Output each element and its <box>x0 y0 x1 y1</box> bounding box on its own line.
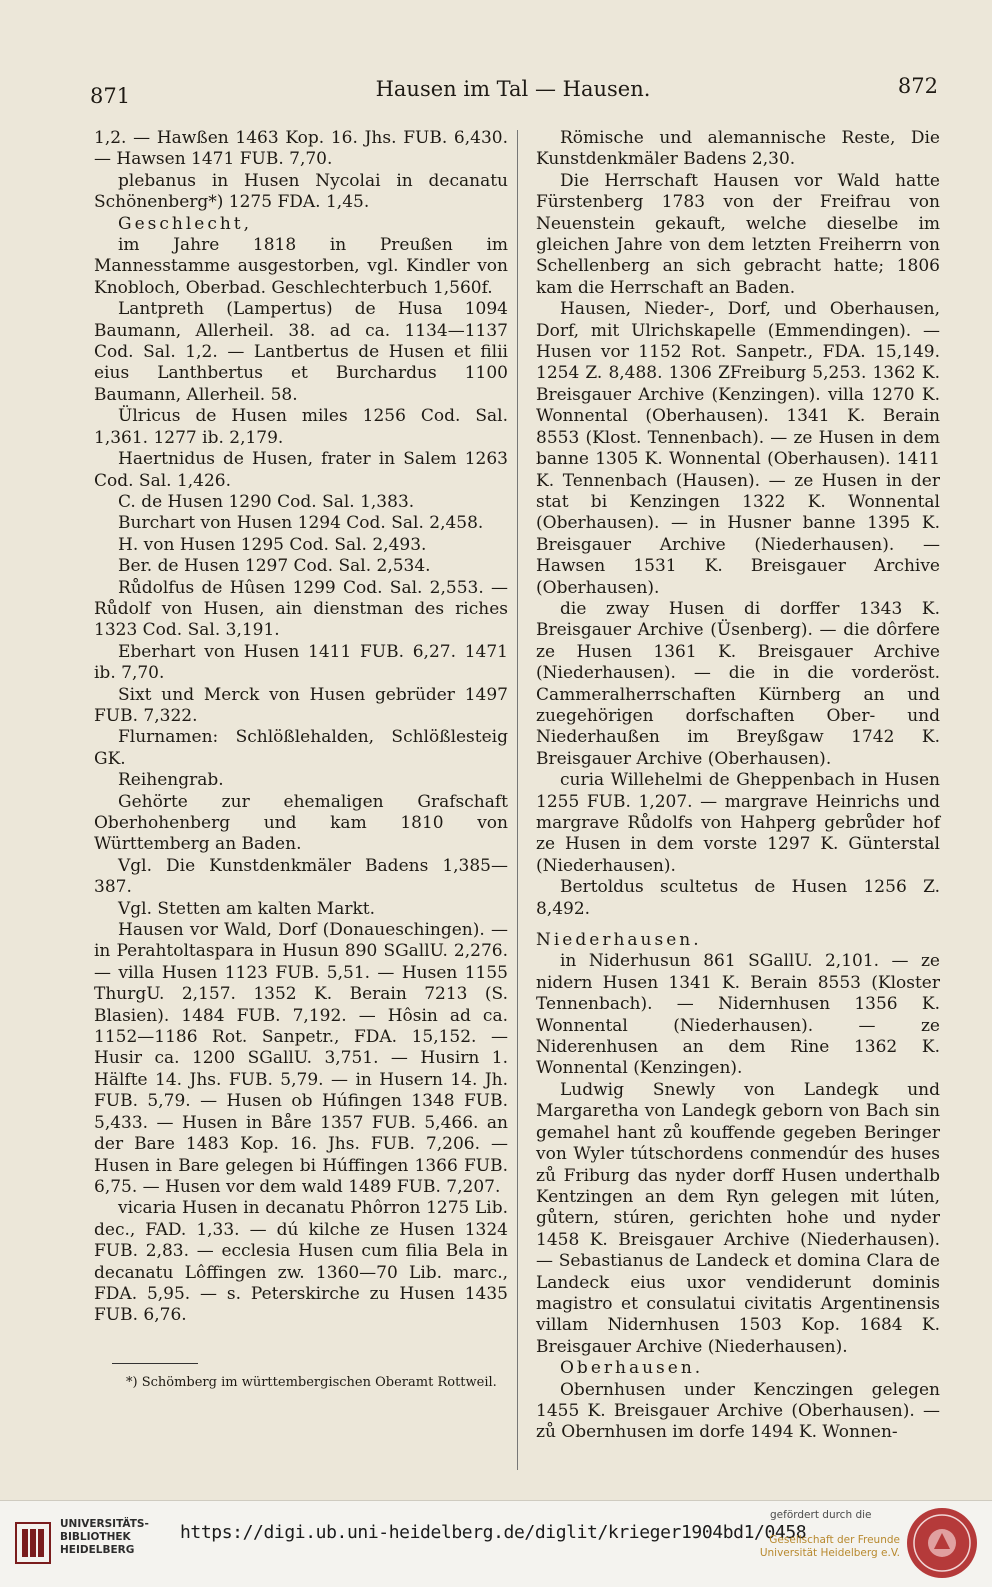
section-heading-niederhausen: Niederhausen. <box>536 930 702 951</box>
paragraph: Vgl. Stetten am kalten Markt. <box>118 898 376 919</box>
paragraph: in Niderhusun 861 SGallU. 2,101. — ze nidern Husen 1341 K. Berain 8553 (Kloster Tennenbach). — Nidernhusen 1356 K. Wonnental (Niederhausen). — ze Niderenhusen an dem Rine 1362 K. Wonnental (Kenzingen). <box>536 951 940 1079</box>
running-title: Hausen im Tal — Hausen. <box>375 77 651 101</box>
paragraph: plebanus in Husen Nycolai in decanatu Schönenberg*) 1275 FDA. 1,45. <box>94 170 508 213</box>
paragraph: 1,2. — Hawßen 1463 Kop. 16. Jhs. FUB. 6,430. — Hawsen 1471 FUB. 7,70. <box>94 128 508 170</box>
footnote-rule <box>112 1363 198 1364</box>
left-column <box>94 128 508 1327</box>
paragraph: vicaria Husen in decanatu Phôrron 1275 Lib. dec., FAD. 1,33. — dú kilche ze Husen 1324 FUB. 2,83. — ecclesia Husen cum filia Bela in decanatu Lôffingen zw. 1360—70 Lib. marc., FDA. 5,95. — s. Peterskirche zu Husen 1435 FUB. 6,76. <box>94 1198 508 1326</box>
section-heading-oberhausen: Oberhausen. <box>560 1358 704 1379</box>
paragraph: Ber. de Husen 1297 Cod. Sal. 2,534. <box>118 556 431 577</box>
right-column <box>536 128 940 1444</box>
paragraph: Bertoldus scultetus de Husen 1256 Z. 8,492. <box>536 877 940 919</box>
paragraph: Die Herrschaft Hausen vor Wald hatte Fürstenberg 1783 von der Freifrau von Neuenstein gekauft, welche dieselbe im gleichen Jahre von dem letzten Freiherrn von Schellenberg an sich gebracht hatte; 1806 kam die Herrschaft an Baden. <box>536 170 940 298</box>
permalink-url[interactable]: https://digi.ub.uni-heidelberg.de/diglit/krieger1904bd1/0458 <box>180 1522 807 1543</box>
footnote: *) Schömberg im württembergischen Oberamt Rottweil. <box>126 1375 497 1390</box>
page-header <box>88 74 938 110</box>
paragraph: Römische und alemannische Reste, Die Kunstdenkmäler Badens 2,30. <box>536 128 940 170</box>
university-library-logo-icon <box>14 1519 52 1567</box>
page-number-left: 871 <box>90 84 131 108</box>
paragraph: H. von Husen 1295 Cod. Sal. 2,493. <box>118 534 427 555</box>
paragraph: C. de Husen 1290 Cod. Sal. 1,383. <box>118 491 415 512</box>
paragraph: Lantpreth (Lampertus) de Husa 1094 Baumann, Allerheil. 38. ad ca. 1134—1137 Cod. Sal. 1,2. — Lantbertus de Husen et filii eius Lanthbertus et Burchardus 1100 Baumann, Allerheil. 58. <box>94 299 508 405</box>
paragraph: Eberhart von Husen 1411 FUB. 6,27. 1471 ib. 7,70. <box>94 641 508 684</box>
paragraph: Ülricus de Husen miles 1256 Cod. Sal. 1,361. 1277 ib. 2,179. <box>94 406 508 448</box>
society-seal-icon <box>904 1505 980 1581</box>
paragraph: Gehörte zur ehemaligen Grafschaft Oberhohenberg und kam 1810 von Württemberg an Baden. <box>94 791 508 855</box>
paragraph: Haertnidus de Husen, frater in Salem 1263 Cod. Sal. 1,426. <box>94 449 508 491</box>
section-heading-geschlecht: Geschlecht, <box>118 213 253 234</box>
paragraph: Burchart von Husen 1294 Cod. Sal. 2,458. <box>118 513 484 534</box>
paragraph: Flurnamen: Schlößlehalden, Schlößlesteig GK. <box>94 727 508 769</box>
paragraph: Sixt und Merck von Husen gebrüder 1497 FUB. 7,322. <box>94 684 508 726</box>
paragraph: Ludwig Snewly von Landegk und Margaretha von Landegk geborn von Bach sin gemahel hant zů kouffende gegeben Beringer von Wyler tútschordens conmendúr des huses zů Friburg das nyder dorff Husen underthalb Kentzingen an dem Ryn gelegen mit lúten, gůtern, stúren, gerichten hohe und nyder 1458 K. Breisgauer Archive (Niederhausen). — Sebastianus de Landeck et domina Clara de Landeck eius uxor vendiderunt dominis magistro et consulatui civitatis Argentinensis villam Nidernhusen 1503 Kop. 1684 K. Breisgauer Archive (Niederhausen). <box>536 1079 940 1357</box>
paragraph: curia Willehelmi de Gheppenbach in Husen 1255 FUB. 1,207. — margrave Heinrichs und margrave Růdolfs von Hahperg gebrůder hof ze Husen in dem vorste 1297 K. Günterstal (Niederhausen). <box>536 770 940 876</box>
paragraph: Obernhusen under Kenczingen gelegen 1455 K. Breisgauer Archive (Oberhausen). — zů Obernhusen im dorfe 1494 K. Wonnen- <box>536 1379 940 1443</box>
institution-name: UNIVERSITÄTS- BIBLIOTHEK HEIDELBERG <box>60 1518 149 1556</box>
page-number-right: 872 <box>897 74 938 98</box>
paragraph: Vgl. Die Kunstdenkmäler Badens 1,385—387. <box>94 855 508 898</box>
paragraph: die zway Husen di dorffer 1343 K. Breisgauer Archive (Üsenberg). — die dôrfere ze Husen 1361 K. Breisgauer Archive (Niederhausen). — die in die vorderöst. Cammeralherrschaften Kürnberg an und zuegehörigen dorfschaften Ober- und Niederhaußen im Breyßgaw 1742 K. Breisgauer Archive (Oberhausen). <box>536 598 940 769</box>
viewer-footer <box>0 1500 992 1587</box>
column-divider <box>517 130 518 1470</box>
paragraph: im Jahre 1818 in Preußen im Mannesstamme ausgestorben, vgl. Kindler von Knobloch, Oberbad. Geschlechterbuch 1,560f. <box>94 235 508 298</box>
sponsor-credit: gefördert durch die Gesellschaft der Freunde Universität Heidelberg e.V. <box>759 1509 900 1559</box>
entry-hausen-vor-wald: Hausen vor Wald, Dorf (Donaueschingen). — in Perahtoltaspara in Husun 890 SGallU. 2,276. — villa Husen 1123 FUB. 5,51. — Husen 1155 ThurgU. 2,157. 1352 K. Berain 7213 (S. Blasien). 1484 FUB. 7,192. — Hôsin ad ca. 1152—1186 Rot. Sanpetr., FDA. 15,152. — Husir ca. 1200 SGallU. 3,751. — Husirn 1. Hälfte 14. Jhs. FUB. 5,79. — in Husern 14. Jh. FUB. 5,79. — Husen ob Húfingen 1348 FUB. 5,433. — Husen in Båre 1357 FUB. 5,466. an der Bare 1483 Kop. 16. Jhs. FUB. 7,206. — Husen in Bare gelegen bi Húffingen 1366 FUB. 6,75. — Husen vor dem wald 1489 FUB. 7,207. <box>94 920 508 1197</box>
paragraph: Reihengrab. <box>118 770 224 791</box>
entry-hausen-nieder: Hausen, Nieder-, Dorf, und Oberhausen, Dorf, mit Ulrichskapelle (Emmendingen). — Husen vor 1152 Rot. Sanpetr., FDA. 15,149. 1254 Z. 8,488. 1306 ZFreiburg 5,253. 1362 K. Breisgauer Archive (Kenzingen). villa 1270 K. Wonnental (Oberhausen). 1341 K. Berain 8553 (Klost. Tennenbach). — ze Husen in dem banne 1305 K. Wonnental (Oberhausen). 1411 K. Tennenbach (Hausen). — ze Husen in der stat bi Kenzingen 1322 K. Wonnental (Oberhausen). — in Husner banne 1395 K. Breisgauer Archive (Niederhausen). — Hawsen 1531 K. Breisgauer Archive (Oberhausen). <box>536 299 940 598</box>
paragraph: Růdolfus de Hûsen 1299 Cod. Sal. 2,553. — Růdolf von Husen, ain dienstman des riches 1323 Cod. Sal. 3,191. <box>94 577 508 641</box>
